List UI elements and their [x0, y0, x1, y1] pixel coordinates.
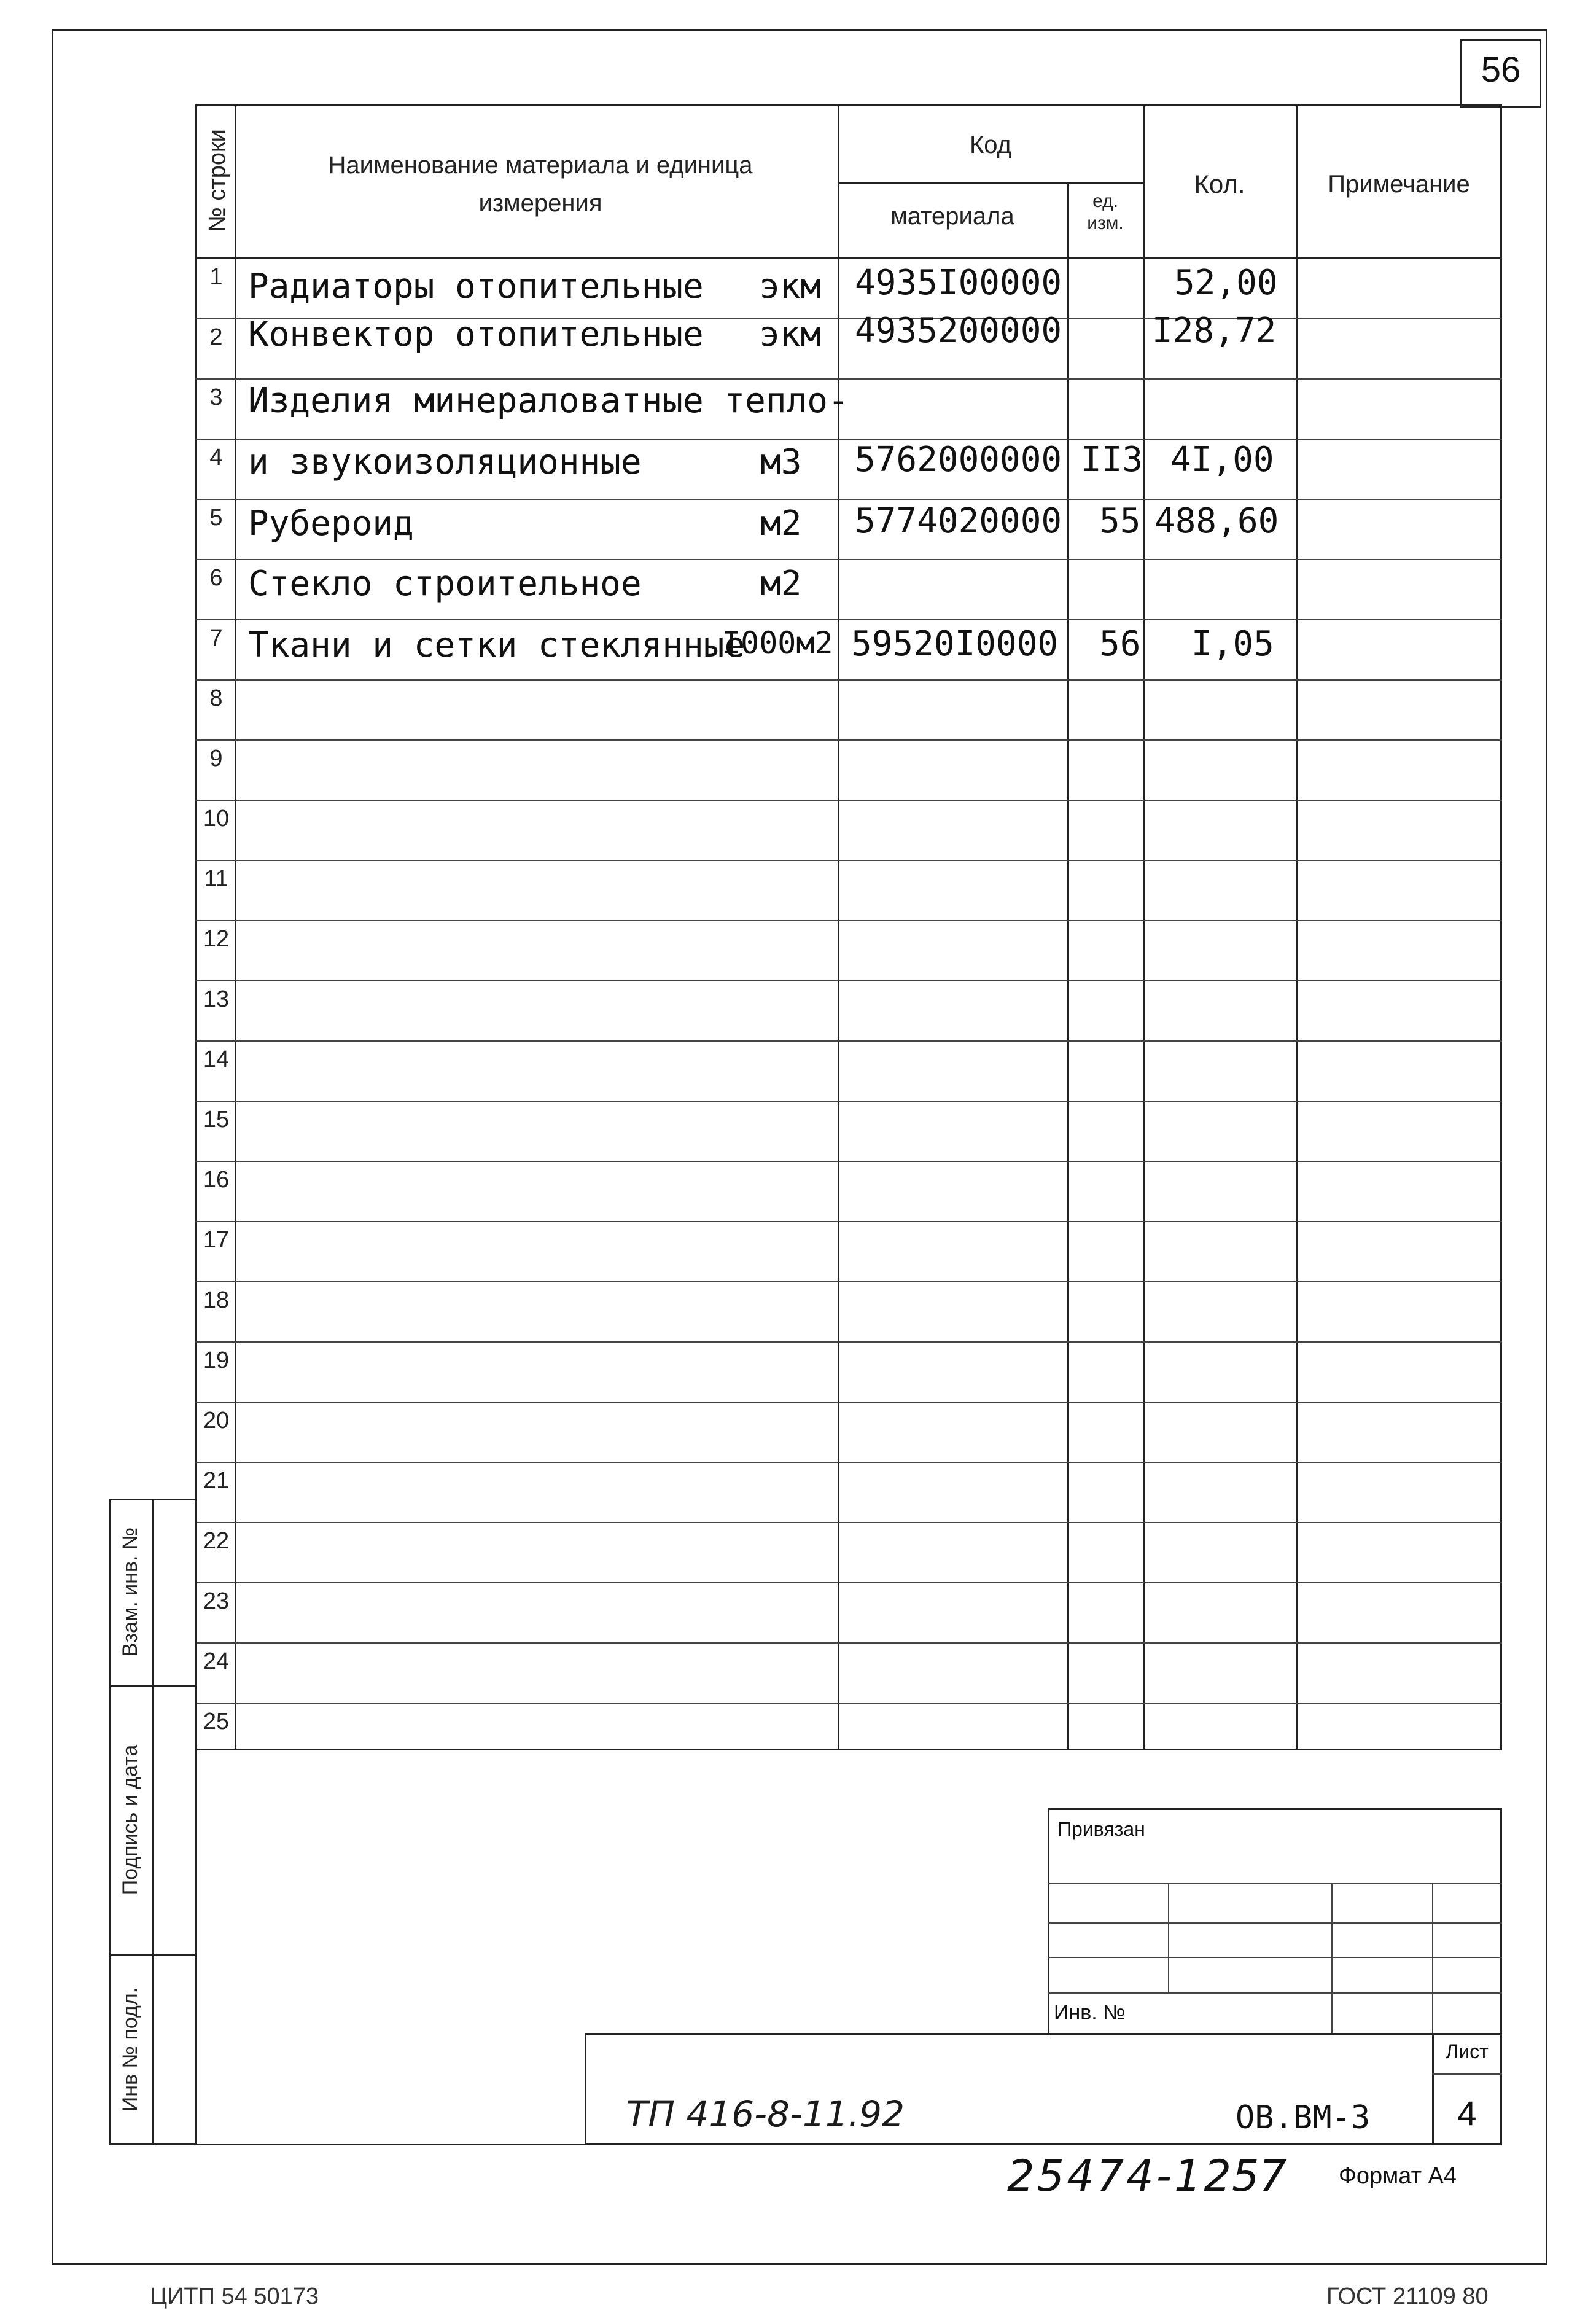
doc-code: ТП 416-8-11.92 — [626, 2093, 905, 2135]
row-number: 9 — [209, 746, 223, 771]
footer-left-code: ЦИТП 54 50173 — [150, 2284, 319, 2309]
row-line — [195, 1522, 1502, 1523]
row-number: 15 — [203, 1107, 230, 1133]
side-podpis-data: Подпись и дата — [119, 1744, 142, 1895]
row-number: 1 — [209, 264, 223, 290]
row-number: 17 — [203, 1227, 230, 1253]
header-kod-sep — [838, 182, 1143, 184]
row-line — [195, 1221, 1502, 1222]
header-row-no: № строки — [204, 129, 230, 232]
side-inv-podl: Инв № подл. — [119, 1987, 142, 2112]
row-code: 59520I0000 — [851, 624, 1059, 664]
row-line — [195, 1642, 1502, 1644]
header-bottom — [195, 257, 1502, 259]
row-unit: I000м2 — [722, 625, 833, 661]
row-line — [195, 1462, 1502, 1463]
row-quantity: I,05 — [1191, 624, 1274, 664]
privyazan-line — [1048, 1883, 1502, 1884]
row-line — [195, 619, 1502, 620]
row-quantity: I28,72 — [1152, 311, 1277, 351]
row-line — [195, 1703, 1502, 1704]
row-line — [195, 860, 1502, 861]
row-number: 6 — [209, 565, 223, 591]
row-number: 2 — [209, 324, 223, 350]
side-stamp-divider — [152, 1499, 154, 2145]
row-number: 12 — [203, 926, 230, 952]
privyazan-col — [1168, 1883, 1169, 1992]
row-unit: экм — [759, 314, 822, 354]
format-label: Формат А4 — [1339, 2163, 1457, 2189]
row-number: 20 — [203, 1408, 230, 1434]
row-number: 7 — [209, 625, 223, 651]
row-number: 19 — [203, 1348, 230, 1373]
row-number: 22 — [203, 1528, 230, 1554]
row-number: 5 — [209, 505, 223, 531]
row-line — [195, 1040, 1502, 1042]
row-number: 4 — [209, 445, 223, 470]
footer-right-code: ГОСТ 21109 80 — [1326, 2284, 1489, 2309]
sheet-label: Лист — [1446, 2040, 1489, 2062]
left-frame-line — [195, 1750, 197, 2144]
row-name: Ткани и сетки стеклянные — [248, 625, 745, 665]
header-code-material: материала — [890, 203, 1014, 230]
row-number: 13 — [203, 986, 230, 1012]
row-number: 25 — [203, 1709, 230, 1734]
privyazan-label: Привязан — [1057, 1818, 1145, 1840]
side-stamp-sep — [109, 1954, 197, 1956]
header-note: Примечание — [1328, 171, 1470, 198]
row-line — [195, 1341, 1502, 1343]
row-unit: м2 — [760, 564, 802, 604]
inv-no-label: Инв. № — [1054, 2001, 1126, 2024]
col-line-unitcode — [1143, 104, 1145, 1750]
row-unit: экм — [759, 267, 822, 306]
row-unit-code: 55 — [1099, 501, 1141, 541]
header-quantity: Кол. — [1194, 170, 1245, 198]
row-name: и звукоизоляционные — [248, 442, 642, 482]
row-line — [195, 920, 1502, 921]
row-line — [195, 559, 1502, 560]
drawing-code: ОВ.ВМ-3 — [1236, 2099, 1371, 2136]
row-line — [195, 679, 1502, 681]
row-name: Изделия минераловатные тепло- — [248, 381, 849, 421]
row-quantity: 488,60 — [1154, 501, 1279, 541]
row-line — [195, 1101, 1502, 1102]
row-line — [195, 1402, 1502, 1403]
row-number: 23 — [203, 1588, 230, 1614]
handwritten-number: 25474-12 — [1007, 2151, 1234, 2201]
privyazan-line — [1048, 1957, 1502, 1958]
row-code: 5774020000 — [855, 501, 1062, 541]
row-unit-code: 56 — [1099, 624, 1141, 664]
row-line — [195, 739, 1502, 741]
side-vzam-inv: Взам. инв. № — [119, 1527, 142, 1657]
row-number: 21 — [203, 1468, 230, 1494]
privyazan-col — [1331, 1883, 1333, 2035]
privyazan-line — [1048, 1922, 1502, 1924]
row-line — [195, 800, 1502, 801]
row-name: Конвектор отопительные — [248, 314, 704, 354]
row-quantity: 4I,00 — [1170, 440, 1274, 480]
privyazan-line — [1048, 1992, 1502, 1994]
privyazan-col — [1432, 1883, 1433, 2035]
side-stamp-sep — [109, 1685, 197, 1687]
row-line — [195, 1582, 1502, 1583]
sheet-label-line — [1432, 2073, 1502, 2075]
row-number: 11 — [204, 866, 228, 892]
corner-number: 56 — [1481, 50, 1521, 90]
row-number: 14 — [203, 1047, 230, 1072]
row-unit: м3 — [760, 442, 802, 482]
row-number: 24 — [203, 1648, 230, 1674]
row-quantity: 52,00 — [1174, 263, 1278, 303]
row-line — [195, 378, 1502, 380]
header-name: Наименование материала и единица измерения — [328, 152, 753, 217]
row-name: Рубероид — [248, 504, 414, 544]
col-line-rowno — [235, 104, 236, 1750]
handwritten-page: 57 — [1232, 2151, 1287, 2201]
row-code: 4935I00000 — [855, 263, 1062, 303]
row-number: 10 — [203, 806, 230, 832]
row-number: 16 — [203, 1167, 230, 1193]
row-line — [195, 439, 1502, 440]
row-name: Стекло строительное — [248, 564, 642, 604]
row-line — [195, 499, 1502, 500]
row-number: 18 — [203, 1287, 230, 1313]
row-line — [195, 980, 1502, 981]
row-number: 3 — [209, 384, 223, 410]
col-line-code — [1067, 182, 1069, 1750]
col-line-name — [838, 104, 839, 1750]
row-unit: м2 — [760, 504, 802, 544]
col-line-qty — [1296, 104, 1298, 1750]
row-unit-code: II3 — [1081, 440, 1143, 480]
row-code: 4935200000 — [855, 311, 1062, 351]
row-code: 5762000000 — [855, 440, 1062, 480]
row-number: 8 — [209, 685, 223, 711]
header-code-unit: ед. изм. — [1087, 191, 1124, 233]
row-name: Радиаторы отопительные — [248, 267, 704, 306]
row-line — [195, 1161, 1502, 1162]
header-code-group: Код — [969, 131, 1011, 158]
row-line — [195, 1281, 1502, 1282]
sheet-number: 4 — [1457, 2094, 1477, 2132]
